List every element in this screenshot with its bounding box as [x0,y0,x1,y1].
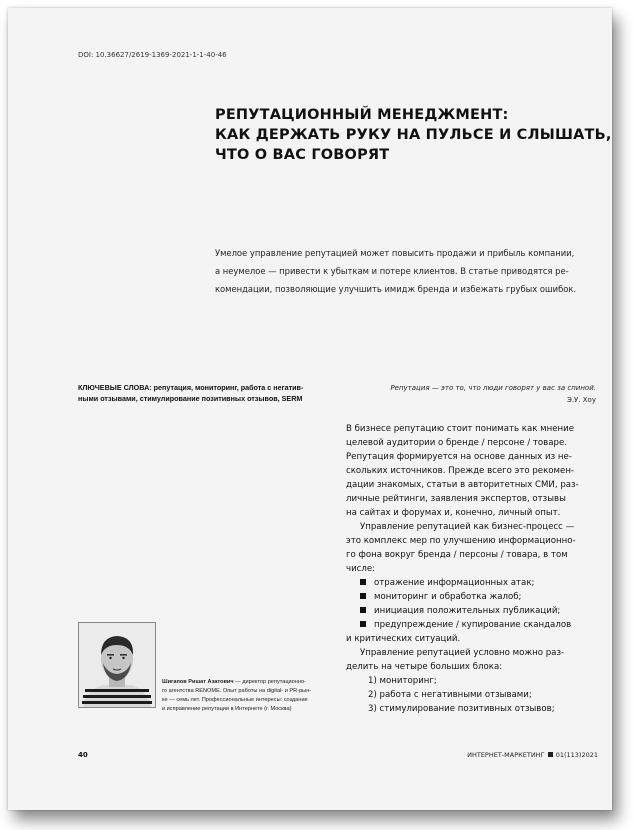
bullet-item [346,618,608,632]
bullet-item [346,590,608,604]
separator-square-icon [548,752,553,757]
keywords-block [78,382,333,404]
numbered-item: 1) мониторинг; [368,676,437,686]
lead-line: комендации, позволяющие улучшить имидж бренда и избежать грубых ошибок. [215,284,577,294]
keywords-line: КЛЮЧЕВЫЕ СЛОВА: репутация, мониторинг, работа с негатив- [78,383,304,392]
body-line: дации знакомых, статьи в авторитетных СМИ, раз- [346,480,579,490]
author-photo [78,622,156,708]
title-line: КАК ДЕРЖАТЬ РУКУ НА ПУЛЬСЕ И СЛЫШАТЬ, [215,127,612,143]
epigraph-author: Э.У. Хоу [566,396,596,404]
author-bio [162,678,332,714]
bullet-text: предупреждение / купирование скандалов [374,620,572,630]
title-line: ЧТО О ВАС ГОВОРЯТ [215,147,390,163]
bullet-square-icon [360,607,366,613]
body-line: это комплекс мер по улучшению информационно- [346,536,576,546]
bullet-square-icon [360,593,366,599]
numbered-item: 2) работа с негативными отзывами; [368,690,532,700]
bullet-text: отражение информационных атак; [374,578,535,588]
article-lead [215,244,595,298]
keywords-line: ными отзывами, стимулирование позитивных отзывов, SERM [78,394,303,403]
doi-line: DOI: 10.36627/2619-1369-2021-1-1-40-46 [78,51,227,59]
bullet-square-icon [360,579,366,585]
bio-line: ке — семь лет. Профессиональные интересы: создание [162,697,308,703]
body-line: Репутация формируется на основе данных из не- [346,452,572,462]
lead-line: а неумелое — привести к убыткам и потере клиентов. В статье приводятся ре- [215,266,569,276]
body-line: целевой аудитории о бренде / персоне / товаре. [346,438,567,448]
page-number: 40 [78,751,88,759]
journal-footer [467,751,598,759]
article-body [346,422,608,716]
journal-page [8,8,612,810]
body-line: числе: [346,564,376,574]
bullet-item [346,576,608,590]
numbered-item: 3) стимулирование позитивных отзывов; [368,704,555,714]
journal-issue: 01(113)2021 [555,751,598,759]
bullet-item [346,604,608,618]
bio-line: — директор репутационно- [233,679,306,685]
epigraph-quote: Репутация — это то, что люди говорят у вас за спиной. [390,384,596,392]
bullet-text: инициация положительных публикаций; [374,606,561,616]
body-line: В бизнесе репутацию стоит понимать как мнение [346,424,575,434]
body-line: скольких источников. Прежде всего это рекомен- [346,466,575,476]
author-portrait-icon [79,623,155,707]
body-line: и критических ситуаций. [346,634,461,644]
journal-name: ИНТЕРНЕТ-МАРКЕТИНГ [467,751,545,759]
body-line: Управление репутацией как бизнес-процесс — [360,522,575,532]
epigraph [348,382,596,406]
body-line: Управление репутацией условно можно раз- [360,648,565,658]
lead-line: Умелое управление репутацией может повысить продажи и прибыль компании, [215,248,575,258]
body-line: го фона вокруг бренда / персоны / товара, в том [346,550,568,560]
body-line: на сайтах и форумах и, конечно, личный опыт. [346,508,561,518]
article-title [215,105,612,165]
bio-line: го агентства RENOME. Опыт работы на digital- и PR-рын- [162,688,312,694]
title-line: РЕПУТАЦИОННЫЙ МЕНЕДЖМЕНТ: [215,107,509,123]
author-name: Шигапов Ришат Азатович [162,679,234,685]
body-line: личные рейтинги, заявления экспертов, отзывы [346,494,566,504]
bullet-text: мониторинг и обработка жалоб; [374,592,522,602]
bio-line: и исправление репутации в Интернете (г. Москва) [162,706,292,712]
body-line: делить на четыре больших блока: [346,662,503,672]
bullet-square-icon [360,621,366,627]
